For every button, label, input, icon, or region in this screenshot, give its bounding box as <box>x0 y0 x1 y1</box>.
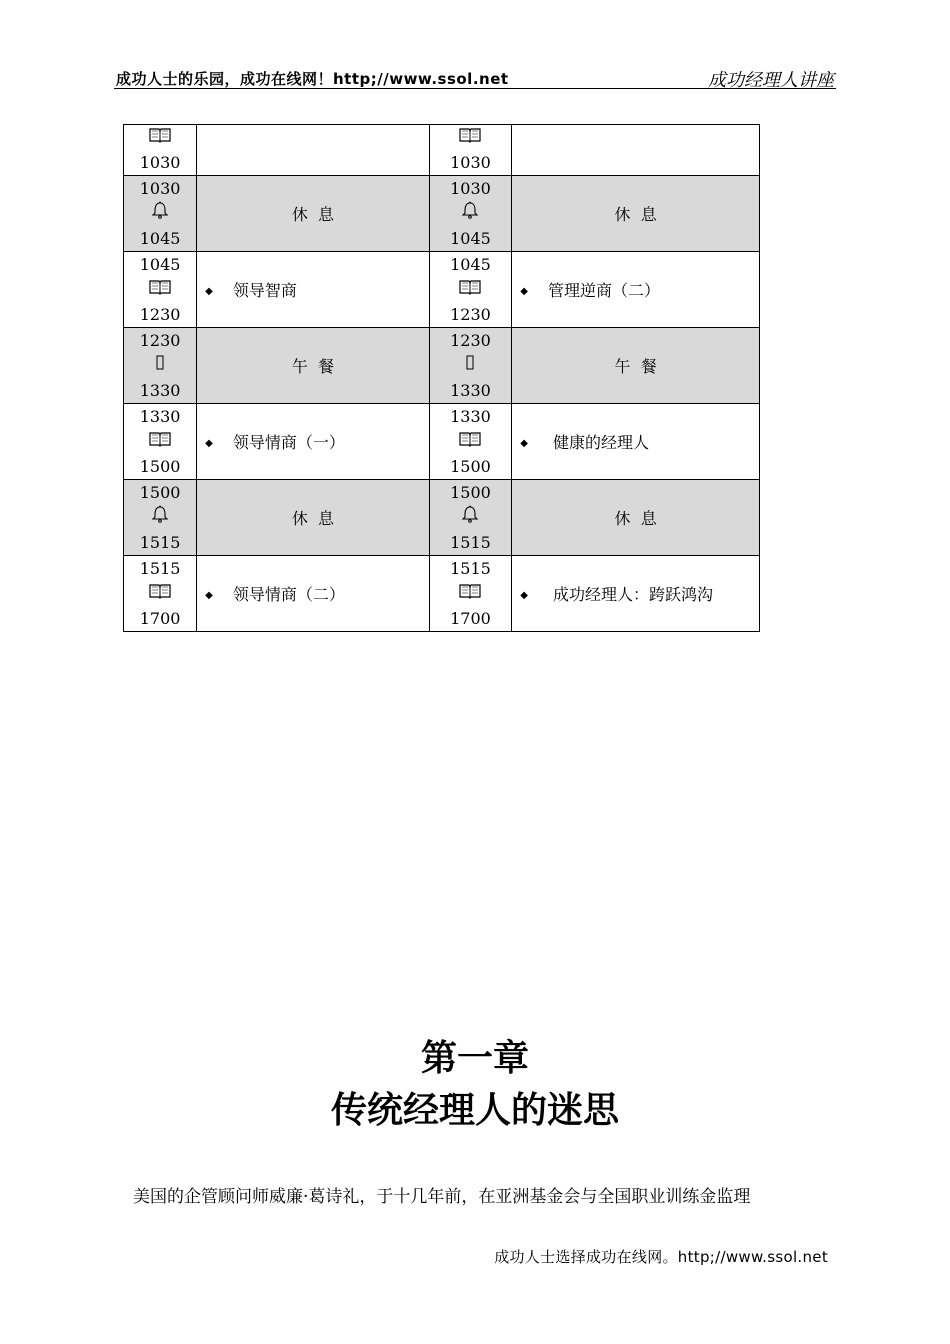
left-end-time: 1330 <box>139 381 181 400</box>
left-end-time: 1045 <box>139 229 181 248</box>
schedule-row <box>124 328 760 404</box>
left-topic-text: 领导情商（二） <box>232 585 345 604</box>
right-start-time: 1515 <box>450 559 491 578</box>
body-paragraph: 美国的企管顾问师威廉·葛诗礼，于十几年前，在亚洲基金会与全国职业训练金监理 <box>133 1187 751 1207</box>
left-topic-cell <box>197 404 430 480</box>
header-site-slogan: 成功人士的乐园，成功在线网！http;//www.ssol.net <box>116 70 509 88</box>
right-end-time: 1500 <box>450 457 491 476</box>
left-time-cell <box>124 252 197 328</box>
left-topic-text: 午 餐 <box>291 357 334 376</box>
left-time-cell <box>124 480 197 556</box>
right-time-cell <box>429 556 512 632</box>
right-topic-cell <box>512 252 760 328</box>
right-topic-text: 成功经理人：跨跃鸿沟 <box>547 585 714 604</box>
footer-text: 成功人士选择成功在线网。http;//www.ssol.net <box>494 1248 828 1266</box>
left-topic-cell <box>197 556 430 632</box>
left-start-time: 1500 <box>139 483 181 502</box>
left-end-time: 1700 <box>139 609 181 628</box>
right-topic-text: 管理逆商（二） <box>547 281 660 300</box>
right-time-cell <box>429 328 512 404</box>
book-icon <box>149 581 171 606</box>
diamond-bullet-icon: ◆ <box>205 286 213 297</box>
schedule-row <box>124 176 760 252</box>
right-topic-cell <box>512 404 760 480</box>
right-topic-text: 休 息 <box>614 509 657 528</box>
schedule-table <box>123 124 760 632</box>
schedule-row <box>124 125 760 176</box>
right-time-cell <box>429 480 512 556</box>
left-topic-text: 领导情商（一） <box>232 433 345 452</box>
schedule-row <box>124 556 760 632</box>
left-topic-cell <box>197 328 430 404</box>
bell-icon <box>151 201 169 226</box>
right-time-cell <box>429 404 512 480</box>
chapter-title: 传统经理人的迷思 <box>330 1089 619 1131</box>
schedule-row <box>124 480 760 556</box>
right-topic-text: 休 息 <box>614 205 657 224</box>
right-topic-cell <box>512 328 760 404</box>
chapter-number: 第一章 <box>420 1037 529 1079</box>
left-start-time: 1230 <box>139 331 181 350</box>
left-topic-cell <box>197 125 430 176</box>
left-time-cell <box>124 404 197 480</box>
left-topic-cell <box>197 252 430 328</box>
left-start-time: 1030 <box>139 179 181 198</box>
right-start-time: 1045 <box>450 255 491 274</box>
left-time-cell <box>124 328 197 404</box>
left-start-time: 1045 <box>139 255 181 274</box>
right-start-time: 1330 <box>450 407 491 426</box>
book-icon <box>459 581 481 606</box>
right-time-cell <box>429 252 512 328</box>
left-end-time: 1030 <box>139 153 181 172</box>
right-end-time: 1030 <box>450 153 491 172</box>
left-end-time: 1230 <box>139 305 181 324</box>
right-start-time: 1030 <box>450 179 491 198</box>
right-topic-cell <box>512 556 760 632</box>
book-icon <box>459 277 481 302</box>
right-end-time: 1515 <box>450 533 491 552</box>
schedule-row <box>124 404 760 480</box>
right-topic-cell <box>512 176 760 252</box>
book-icon <box>149 429 171 454</box>
left-time-cell <box>124 556 197 632</box>
diamond-bullet-icon: ◆ <box>205 438 213 449</box>
schedule-row <box>124 252 760 328</box>
right-topic-cell <box>512 480 760 556</box>
header-divider <box>114 88 836 89</box>
left-time-cell <box>124 125 197 176</box>
book-icon <box>149 125 171 150</box>
diamond-bullet-icon: ◆ <box>520 438 528 449</box>
book-icon <box>459 429 481 454</box>
right-start-time: 1500 <box>450 483 491 502</box>
right-start-time: 1230 <box>450 331 491 350</box>
left-topic-text: 休 息 <box>291 509 334 528</box>
diamond-bullet-icon: ◆ <box>520 286 528 297</box>
left-start-time: 1330 <box>139 407 181 426</box>
right-end-time: 1330 <box>450 381 491 400</box>
left-topic-cell <box>197 480 430 556</box>
right-end-time: 1230 <box>450 305 491 324</box>
diamond-bullet-icon: ◆ <box>520 590 528 601</box>
right-end-time: 1700 <box>450 609 491 628</box>
right-topic-cell <box>512 125 760 176</box>
right-end-time: 1045 <box>450 229 491 248</box>
header-series-title: 成功经理人讲座 <box>708 70 834 91</box>
diamond-bullet-icon: ◆ <box>205 590 213 601</box>
bell-icon <box>461 505 479 530</box>
right-topic-text: 健康的经理人 <box>547 433 650 452</box>
left-time-cell <box>124 176 197 252</box>
left-end-time: 1500 <box>139 457 181 476</box>
left-topic-text: 领导智商 <box>232 281 297 300</box>
left-start-time: 1515 <box>139 559 181 578</box>
left-topic-cell <box>197 176 430 252</box>
book-icon <box>149 277 171 302</box>
left-topic-text: 休 息 <box>291 205 334 224</box>
missing-glyph-icon <box>466 353 474 378</box>
right-time-cell <box>429 176 512 252</box>
right-topic-text: 午 餐 <box>614 357 657 376</box>
book-icon <box>459 125 481 150</box>
right-time-cell <box>429 125 512 176</box>
bell-icon <box>151 505 169 530</box>
bell-icon <box>461 201 479 226</box>
left-end-time: 1515 <box>139 533 181 552</box>
missing-glyph-icon <box>156 353 164 378</box>
